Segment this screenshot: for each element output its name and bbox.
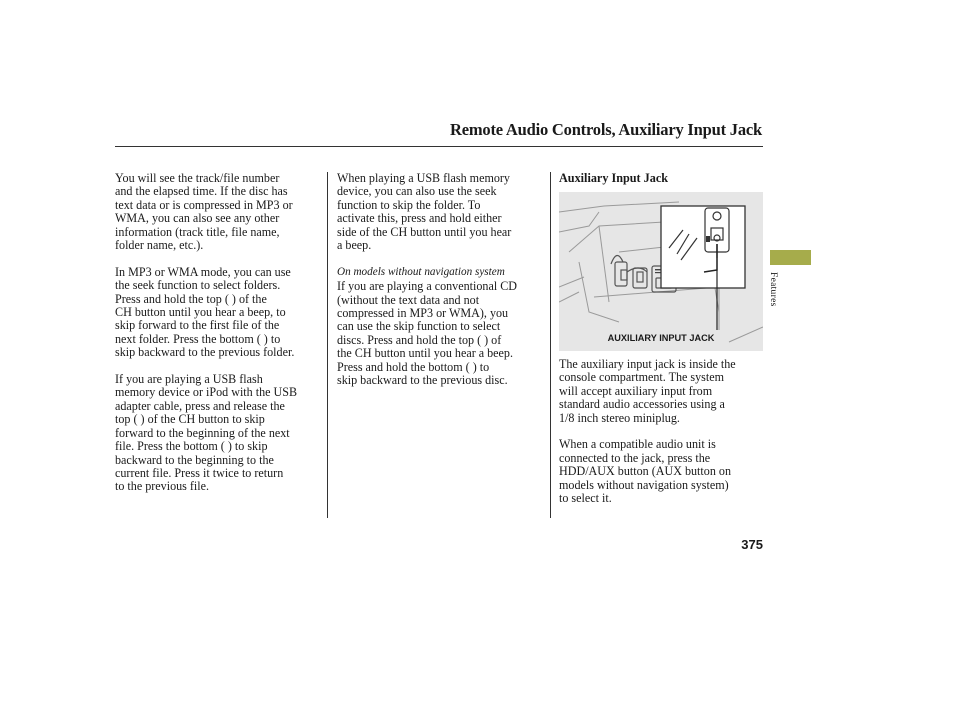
page-title: Remote Audio Controls, Auxiliary Input Jack	[450, 120, 762, 139]
paragraph: In MP3 or WMA mode, you can use the seek function to select folders. Press and hold the top ( ) of the CH button until you hear a beep, to skip forward to the first file of the next folder. Press the bottom ( ) to skip backward to the previous folder.	[115, 264, 295, 360]
header-rule	[115, 146, 763, 147]
section-heading: Auxiliary Input Jack	[559, 171, 669, 185]
aux-jack-illustration	[559, 192, 763, 351]
column-divider	[327, 172, 328, 518]
paragraph: If you are playing a USB flash memory device or iPod with the USB adapter cable, press and release the top ( ) of the CH button to skip forward to the beginning of the next file. Press the bottom ( ) to skip backward to the beginning to the current file. Press it twice to return to the previous file.	[115, 372, 298, 494]
console-drawing	[559, 192, 763, 351]
paragraph: You will see the track/file number and the elapsed time. If the disc has text data or is compressed in MP3 or WMA, you can also see any other information (track title, file name, folder name, etc.).	[115, 171, 293, 253]
section-tab	[770, 250, 811, 265]
page-number: 375	[741, 537, 763, 552]
column-3	[559, 172, 764, 185]
paragraph: When playing a USB flash memory device, you can also use the seek function to skip the folder. To activate this, press and hold either side of the CH button until you hear a beep.	[337, 171, 512, 253]
paragraph: The auxiliary input jack is inside the console compartment. The system will accept auxiliary input from standard audio accessories using a 1/8 inch stereo miniplug.	[559, 357, 736, 425]
column-1	[115, 172, 325, 494]
figure-caption: AUXILIARY INPUT JACK	[607, 333, 715, 343]
paragraph: When a compatible audio unit is connected to the jack, press the HDD/AUX button (AUX button on models without navigation system) to select it.	[559, 437, 731, 506]
paragraph: If you are playing a conventional CD (without the text data and not compressed in MP3 or WMA), you can use the skip function to select discs. Press and hold the top ( ) of the CH button until you hear a beep. Press and hold the bottom ( ) to skip backward to the previous disc.	[337, 279, 518, 388]
section-tab-label: Features	[768, 272, 778, 307]
column-3-text	[559, 358, 764, 505]
model-note: On models without navigation system	[337, 265, 505, 278]
column-2	[337, 172, 545, 387]
column-divider	[550, 172, 551, 518]
